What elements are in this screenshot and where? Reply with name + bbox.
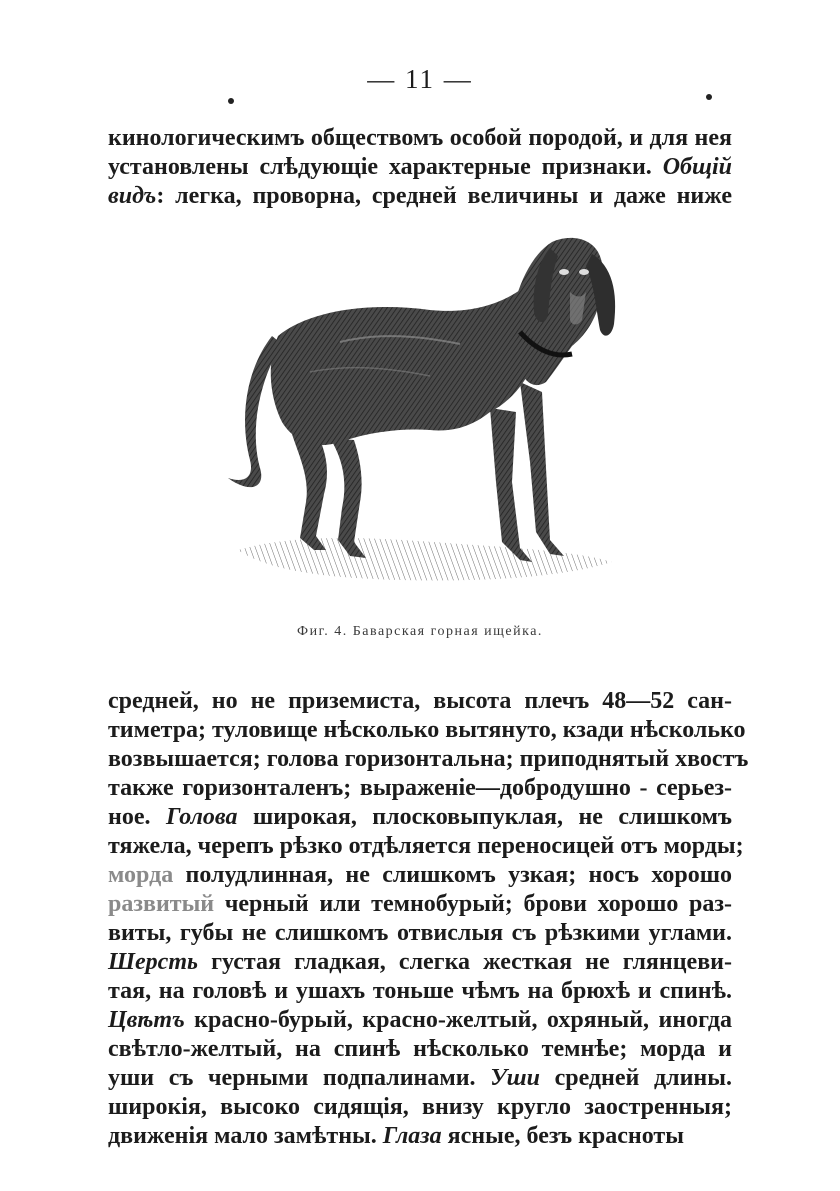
text-line: широкія, высоко сидящія, внизу кругло заостренныя;: [108, 1094, 732, 1120]
text-line: возвышается; голова горизонтальна; приподнятый хвостъ: [108, 746, 749, 772]
text-line: Шерсть густая гладкая, слегка жесткая не глянцеви-: [108, 949, 732, 975]
figure-caption: Фиг. 4. Баварская горная ищейка.: [297, 624, 543, 639]
text-line: кинологическимъ обществомъ особой породой, и для нея: [108, 125, 732, 151]
text-line: виты, губы не слишкомъ отвислыя съ рѣзкими углами.: [108, 920, 732, 946]
text-line: ное. Голова широкая, плосковыпуклая, не слишкомъ: [108, 804, 732, 830]
print-speck-right: [706, 94, 712, 100]
text-line: Цвѣтъ красно-бурый, красно-желтый, охряный, иногда: [108, 1007, 733, 1033]
body-paragraph: [108, 687, 749, 1151]
text-line: движенія мало замѣтны. Глаза ясные, безъ красноты: [108, 1123, 684, 1149]
page-number: — 11 —: [367, 64, 473, 94]
text-line: установлены слѣдующіе характерные признаки. Общій: [108, 154, 733, 180]
text-line: средней, но не приземиста, высота плечъ 48—52 сан-: [108, 688, 732, 714]
text-line: морда полудлинная, не слишкомъ узкая; носъ хорошо: [108, 862, 733, 888]
top-paragraph: [108, 124, 732, 211]
print-speck-left: [228, 98, 234, 104]
text-line: тяжела, черепъ рѣзко отдѣляется переносицей отъ морды;: [108, 833, 744, 859]
text-line: тая, на головѣ и ушахъ тоньше чѣмъ на брюхѣ и спинѣ.: [108, 978, 732, 1004]
text-line: свѣтло-желтый, на спинѣ нѣсколько темнѣе; морда и: [108, 1036, 732, 1062]
text-line: тиметра; туловище нѣсколько вытянуто, кзади нѣсколько: [108, 717, 746, 743]
dog-illustration: [220, 232, 620, 592]
text-line: уши съ черными подпалинами. Уши средней длины.: [108, 1065, 732, 1091]
text-line: развитый черный или темнобурый; брови хорошо раз-: [108, 891, 732, 917]
bavarian-hound-engraving: [220, 232, 620, 592]
text-line: также горизонталенъ; выраженіе—добродушно - серьез-: [108, 775, 732, 801]
text-line: видъ: легка, проворна, средней величины и даже ниже: [108, 183, 732, 209]
